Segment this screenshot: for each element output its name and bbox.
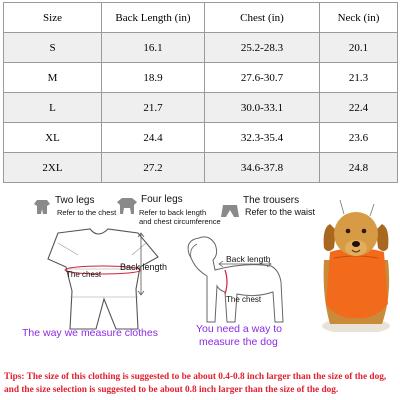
header-neck: Neck (in) [320,3,398,33]
trousers-garment-icon [220,202,240,220]
trousers-title: The trousers [243,195,300,206]
table-row [4,123,398,153]
two-legs-title: Two legs [55,195,95,206]
cell-size: XL [4,123,102,153]
table-row [4,153,398,183]
clothes-chest-label: The chest [66,270,102,279]
dog-back-length-label: Back length [226,254,271,264]
two-legs-garment-icon [33,198,51,216]
cell-chest: 25.2-28.3 [205,33,320,63]
cell-chest: 34.6-37.8 [205,153,320,183]
dog-caption-line-1: You need a way to [196,323,283,335]
cell-back-length: 24.4 [102,123,205,153]
cell-back-length: 16.1 [102,33,205,63]
cell-chest: 30.0-33.1 [205,93,320,123]
cell-size: M [4,63,102,93]
cell-back-length: 27.2 [102,153,205,183]
cell-neck: 20.1 [320,33,398,63]
cell-back-length: 21.7 [102,93,205,123]
table-row [4,33,398,63]
header-chest: Chest (in) [205,3,320,33]
cell-neck: 22.4 [320,93,398,123]
cell-size: L [4,93,102,123]
cell-size: S [4,33,102,63]
clothes-caption: The way we measure clothes [22,327,158,339]
clothes-outline-diagram [28,225,178,337]
cell-neck: 23.6 [320,123,398,153]
cell-neck: 21.3 [320,63,398,93]
dog-chest-label: The chest [226,295,262,304]
sizing-tips: Tips: The size of this clothing is suggested to be about 0.4-0.8 inch larger than the size of the dog, and the size selection is suggested to be about 0.8 inch larger than the size of the dog. [4,372,387,395]
measurement-guide [0,180,400,370]
table-row [4,63,398,93]
cell-chest: 32.3-35.4 [205,123,320,153]
size-table [3,2,398,183]
cell-neck: 24.8 [320,153,398,183]
cell-back-length: 18.9 [102,63,205,93]
cell-chest: 27.6-30.7 [205,63,320,93]
header-back-length: Back Length (in) [102,3,205,33]
four-legs-note-1: Refer to back length [139,208,207,217]
four-legs-garment-icon [116,196,138,216]
table-row [4,93,398,123]
two-legs-note: Refer to the chest [57,208,117,217]
table-header-row [4,3,398,33]
clothes-back-length-label: Back length [120,262,168,272]
four-legs-title: Four legs [141,194,183,205]
dog-outline-diagram [175,230,295,330]
cell-size: 2XL [4,153,102,183]
dog-in-orange-vest-photo [314,200,398,332]
header-size: Size [4,3,102,33]
dog-caption-line-2: measure the dog [199,336,278,348]
four-legs-note-2: and chest circumference [139,217,221,226]
trousers-note: Refer to the waist [245,207,316,217]
